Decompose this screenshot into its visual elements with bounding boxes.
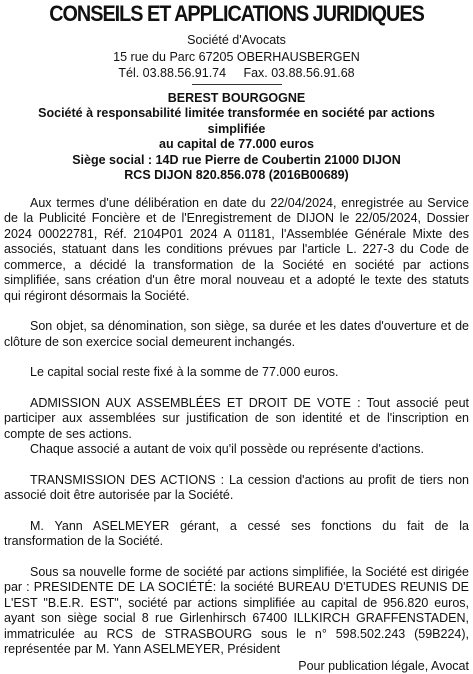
paragraph-unchanged: Son objet, sa dénomination, son siège, sa durée et les dates d'ouverture et de clôture de son exercice social demeurent inchangés. [4, 319, 469, 350]
company-rcs: RCS DIJON 820.856.078 (2016B00689) [4, 168, 469, 184]
company-seat: Siège social : 14D rue Pierre de Coubertin 21000 DIJON [4, 153, 469, 169]
paragraph-votes: Chaque associé a autant de voix qu'il possède ou représente d'actions. [4, 442, 469, 458]
paragraph-capital: Le capital social reste fixé à la somme de 77.000 euros. [4, 365, 469, 381]
paragraph-transfer: TRANSMISSION DES ACTIONS : La cession d'actions au profit de tiers non associé doit être autorisée par la Société. [4, 473, 469, 504]
firm-address: 15 rue du Parc 67205 OBERHAUSBERGEN [4, 49, 469, 66]
masthead-title: CONSEILS ET APPLICATIONS JURIDIQUES [27, 2, 446, 26]
company-name: BEREST BOURGOGNE [4, 91, 469, 107]
divider [192, 84, 282, 85]
firm-type: Société d'Avocats [4, 32, 469, 49]
paragraph-admission: ADMISSION AUX ASSEMBLÉES ET DROIT DE VOTE : Tout associé peut participer aux assemblées sur justification de son identité et de l'inscription en compte de ses actions. [4, 396, 469, 443]
signature: Pour publication légale, Avocat [4, 659, 469, 674]
notice-body [4, 196, 469, 658]
paragraph-president: Sous sa nouvelle forme de société par actions simplifiée, la Société est dirigée par : PRESIDENTE DE LA SOCIÉTÉ: la société BUREAU D'ETUDES REUNIS DE L'EST "B.E.R. EST", société par actions simplifiée au capital de 956.820 euros, ayant son siège social 8 rue Girlenhirsch 67400 ILLKIRCH GRAFFENSTADEN, immatriculée au RCS de STRASBOURG sous le n° 598.502.243 (59B224), représentée par M. Yann ASELMEYER, Président [4, 565, 469, 658]
firm-block [4, 32, 469, 82]
company-capital: au capital de 77.000 euros [4, 137, 469, 153]
company-form-line1: Société à responsabilité limitée transformée en société par actions [4, 106, 469, 122]
company-block [4, 91, 469, 184]
firm-contact: Tél. 03.88.56.91.74 Fax. 03.88.56.91.68 [4, 65, 469, 82]
company-form-line2: simplifiée [4, 122, 469, 138]
paragraph-deliberation: Aux termes d'une délibération en date du 22/04/2024, enregistrée au Service de la Publicité Foncière et de l'Enregistrement de DIJON le 22/05/2024, Dossier 2024 00022781, Réf. 2104P01 2024 A 01181, l'Assemblée Générale Mixte des associés, statuant dans les conditions prévues par l'article L. 227-3 du Code de commerce, a décidé la transformation de la Société en société par actions simplifiée, sans création d'un être moral nouveau et a adopté le texte des statuts qui régiront désormais la Société. [4, 196, 469, 305]
paragraph-manager: M. Yann ASELMEYER gérant, a cessé ses fonctions du fait de la transformation de la Société. [4, 519, 469, 550]
